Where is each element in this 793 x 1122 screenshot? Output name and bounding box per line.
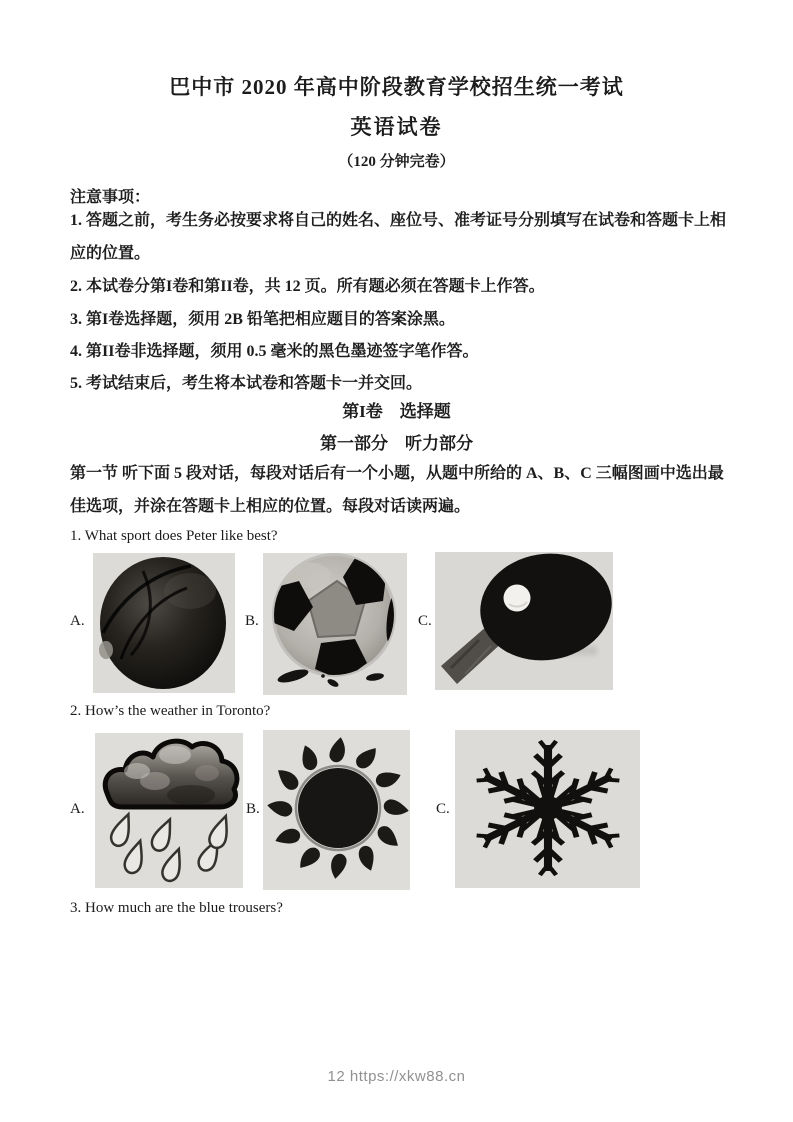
table-tennis-paddle-image [435,552,613,690]
exam-title: 巴中市 2020 年高中阶段教育学校招生统一考试 [169,75,624,99]
part1-heading: 第一部分 听力部分 [320,434,473,453]
page-footer: 12 https://xkw88.cn [327,1068,466,1085]
notice-heading: 注意事项： [70,189,151,206]
q1-option-b-label: B. [245,613,259,629]
notice-item-2: 2. 本试卷分第I卷和第II卷，共 12 页。所有题必须在答题卡上作答。 [70,278,545,295]
rain-cloud-image [95,733,243,888]
q2-option-b-label: B. [246,801,260,817]
notice-item-1: 1. 答题之前，考生务必按要求将自己的姓名、座位号、准考证号分别填写在试卷和答题卡上相应的位置。 [70,212,727,262]
snowflake-image [455,730,640,888]
notice-item-3: 3. 第I卷选择题，须用 2B 铅笔把相应题目的答案涂黑。 [70,311,455,328]
q1-option-c-label: C. [418,613,432,629]
q1-option-a-label: A. [70,613,85,629]
question-3-text: 3. How much are the blue trousers? [70,900,283,916]
notice-item-5: 5. 考试结束后，考生将本试卷和答题卡一并交回。 [70,375,423,392]
exam-subtitle: 英语试卷 [350,115,443,139]
section1-instructions: 第一节 听下面 5 段对话，每段对话后有一个小题，从题中所给的 A、B、C 三幅图画中选出最佳选项，并涂在答题卡上相应的位置。每段对话读两遍。 [70,465,724,515]
sun-image [263,730,410,890]
q2-option-c-label: C. [436,801,450,817]
soccer-ball-image [263,553,407,695]
basketball-image [93,553,235,693]
question-1-text: 1. What sport does Peter like best? [70,528,278,544]
duration-note: （120 分钟完卷） [338,154,455,170]
q2-option-a-label: A. [70,801,85,817]
question-2-text: 2. How’s the weather in Toronto? [70,703,271,719]
notice-item-4: 4. 第II卷非选择题，须用 0.5 毫米的黑色墨迹签字笔作答。 [70,343,479,360]
volume1-heading: 第I卷 选择题 [342,402,451,421]
